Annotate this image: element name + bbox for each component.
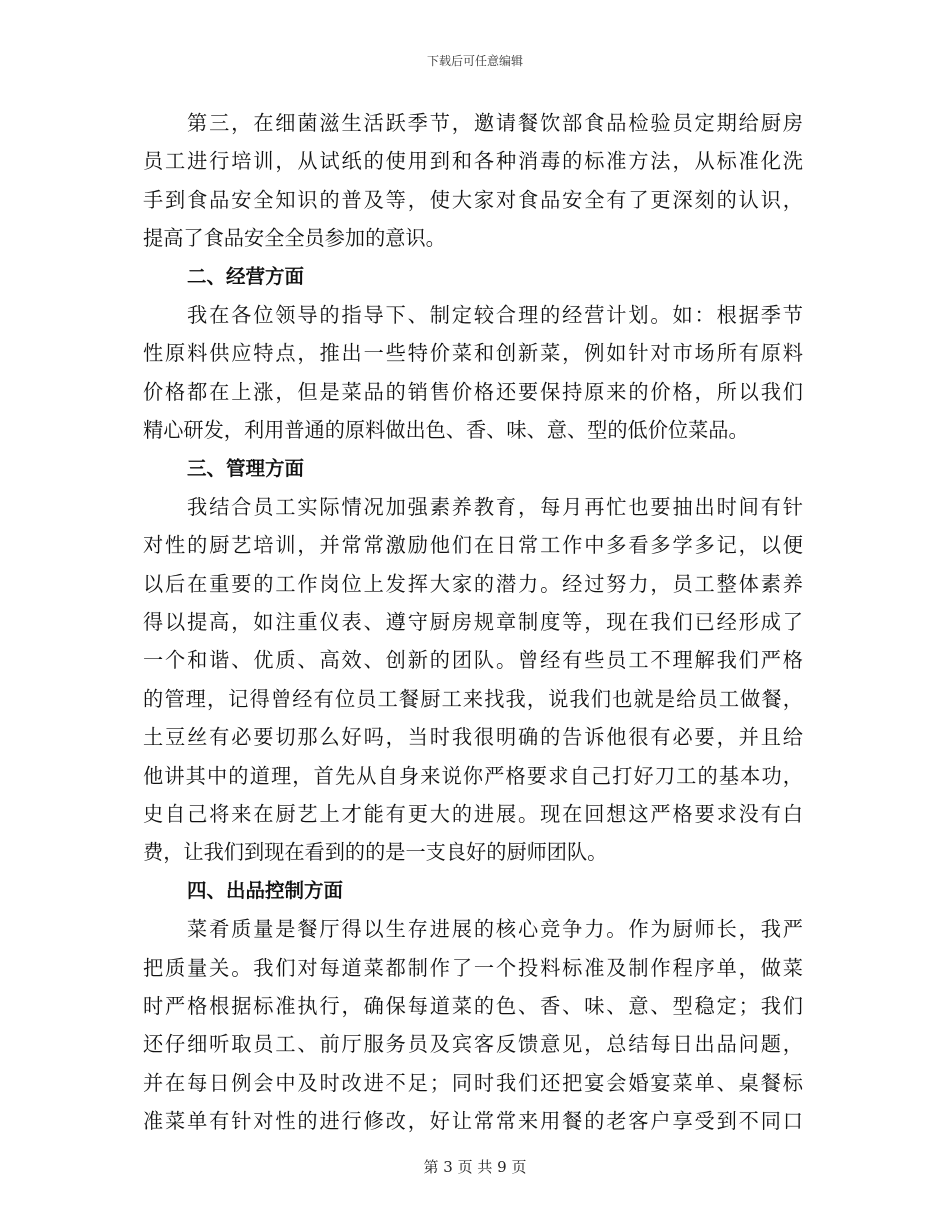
- text-line: 价格都在上涨，但是菜品的销售价格还要保持原来的价格，所以我们: [143, 379, 803, 404]
- paragraph-output-control: [143, 910, 803, 1140]
- text-line: 他讲其中的道理，首先从自身来说你严格要求自己打好刀工的基本功，: [143, 763, 803, 788]
- text-line: 史自己将来在厨艺上才能有更大的进展。现在回想这严格要求没有白: [143, 802, 803, 827]
- paragraph-management: [143, 488, 803, 872]
- page-number-footer: 第 3 页 共 9 页: [423, 1158, 527, 1176]
- paragraph-food-safety-training: [143, 104, 803, 258]
- text-line: 第三，在细菌滋生活跃季节，邀请餐饮部食品检验员定期给厨房: [187, 111, 803, 135]
- text-line: 一个和谐、优质、高效、创新的团队。曾经有些员工不理解我们严格: [143, 648, 803, 673]
- section-heading-output-control: 四、出品控制方面: [187, 878, 344, 902]
- text-line: 并在每日例会中及时改进不足；同时我们还把宴会婚宴菜单、桌餐标: [143, 1070, 803, 1095]
- text-line: 得以提高，如注重仪表、遵守厨房规章制度等，现在我们已经形成了: [143, 610, 803, 635]
- text-line: 菜肴质量是餐厅得以生存进展的核心竞争力。作为厨师长，我严: [187, 917, 803, 942]
- section-heading-management: 三、管理方面: [187, 456, 305, 480]
- text-line: 精心研发，利用普通的原料做出色、香、味、意、型的低价位菜品。: [143, 418, 749, 443]
- paragraph-operations: [143, 296, 803, 450]
- text-line: 提高了食品安全全员参加的意识。: [143, 226, 446, 251]
- section-heading-operations: 二、经营方面: [187, 264, 305, 288]
- page-header: 下载后可任意编辑: [426, 54, 523, 68]
- text-line: 员工进行培训，从试纸的使用到和各种消毒的标准方法，从标准化洗: [143, 149, 803, 174]
- text-line: 我在各位领导的指导下、制定较合理的经营计划。如：根据季节: [187, 302, 803, 327]
- text-line: 对性的厨艺培训，并常常激励他们在日常工作中多看多学多记，以便: [143, 533, 803, 558]
- text-line: 准菜单有针对性的进行修改，好让常常来用餐的老客户享受到不同口: [143, 1109, 803, 1134]
- text-line: 手到食品安全知识的普及等，使大家对食品安全有了更深刻的认识，: [143, 187, 803, 212]
- text-line: 性原料供应特点，推出一些特价菜和创新菜，例如针对市场所有原料: [143, 341, 803, 366]
- text-line: 的管理，记得曾经有位员工餐厨工来找我，说我们也就是给员工做餐，: [143, 686, 803, 711]
- text-line: 时严格根据标准执行，确保每道菜的色、香、味、意、型稳定；我们: [143, 993, 803, 1018]
- text-line: 我结合员工实际情况加强素养教育，每月再忙也要抽出时间有针: [187, 494, 803, 519]
- document-body: [143, 104, 803, 1141]
- text-line: 把质量关。我们对每道菜都制作了一个投料标准及制作程序单，做菜: [143, 955, 803, 980]
- text-line: 还仔细听取员工、前厅服务员及宾客反馈意见，总结每日出品问题，: [143, 1032, 803, 1057]
- text-line: 土豆丝有必要切那么好吗，当时我很明确的告诉他很有必要，并且给: [143, 725, 803, 750]
- text-line: 以后在重要的工作岗位上发挥大家的潜力。经过努力，员工整体素养: [143, 571, 803, 596]
- text-line: 费，让我们到现在看到的的是一支良好的厨师团队。: [143, 840, 608, 865]
